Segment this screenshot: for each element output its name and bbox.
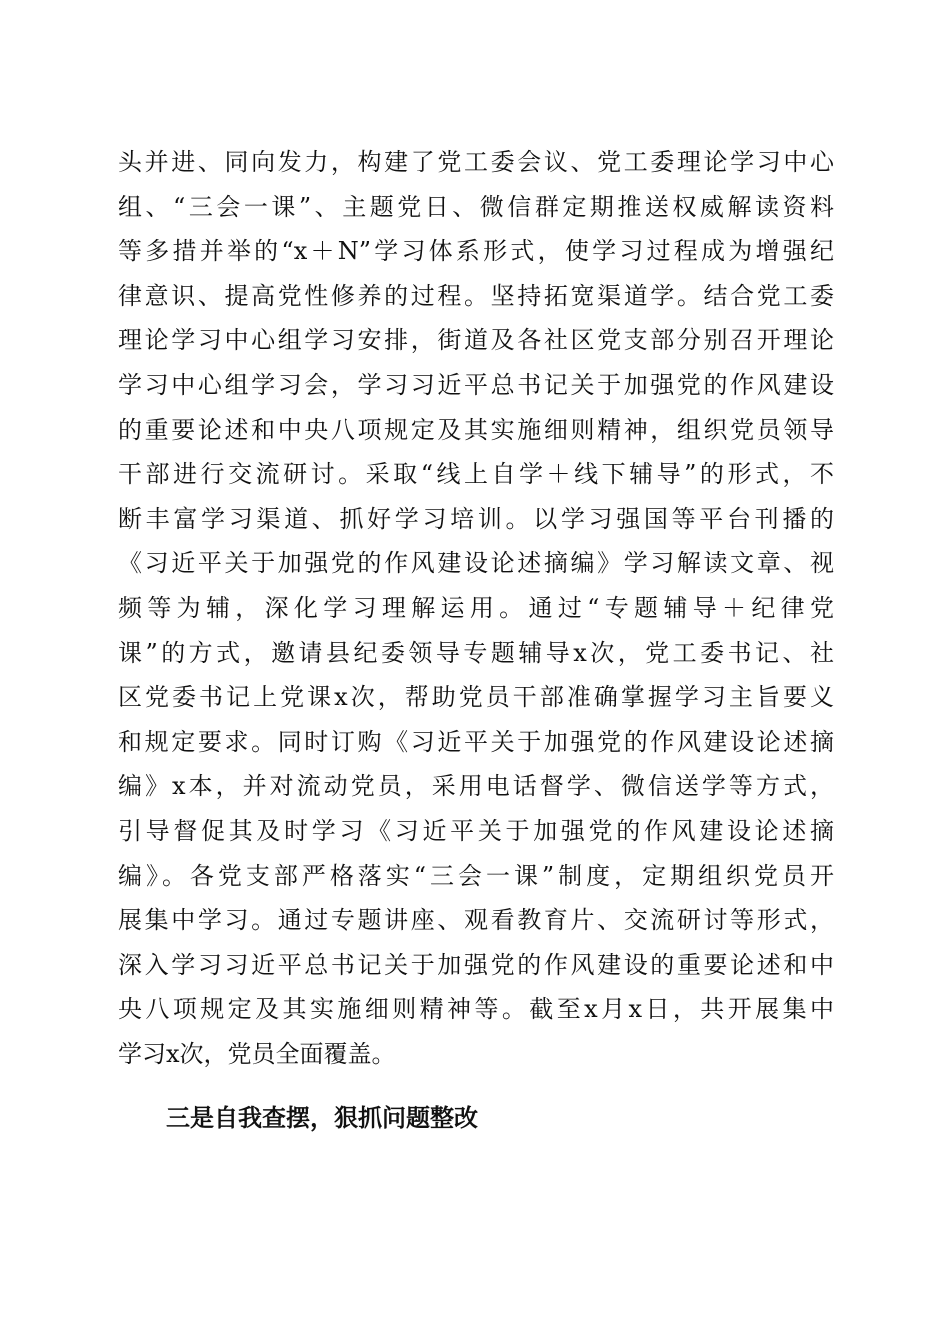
body-paragraph (118, 140, 834, 1076)
paragraph-line: 学习x次，党员全面覆盖。 (118, 1039, 396, 1068)
paragraph-line: 深入学习习近平总书记关于加强党的作风建设的重要论述和中 (118, 950, 834, 979)
paragraph-line: 头并进、同向发力，构建了党工委会议、党工委理论学习中心 (118, 148, 834, 176)
paragraph-line: 的重要论述和中央八项规定及其实施细则精神，组织党员领导 (118, 415, 834, 444)
paragraph-line: 干部进行交流研讨。采取“线上自学＋线下辅导”的形式，不 (118, 460, 834, 489)
paragraph-line: 和规定要求。同时订购《习近平关于加强党的作风建设论述摘 (118, 727, 834, 756)
paragraph-line: 展集中学习。通过专题讲座、观看教育片、交流研讨等形式， (118, 906, 834, 935)
paragraph-line: 断丰富学习渠道、抓好学习培训。以学习强国等平台刊播的 (118, 504, 834, 533)
paragraph-line: 编》x本，并对流动党员，采用电话督学、微信送学等方式， (118, 772, 834, 801)
paragraph-line: 编》。各党支部严格落实“三会一课”制度，定期组织党员开 (118, 861, 834, 890)
paragraph-line: 引导督促其及时学习《习近平关于加强党的作风建设论述摘 (118, 816, 834, 845)
paragraph-line: 课”的方式，邀请县纪委领导专题辅导x次，党工委书记、社 (118, 638, 834, 667)
section-heading: 三是自我查摆，狠抓问题整改 (166, 1103, 478, 1132)
paragraph-line: 理论学习中心组学习安排，街道及各社区党支部分别召开理论 (118, 326, 834, 355)
paragraph-line: 律意识、提高党性修养的过程。坚持拓宽渠道学。结合党工委 (118, 281, 834, 310)
paragraph-line: 组、“三会一课”、主题党日、微信群定期推送权威解读资料 (118, 192, 834, 221)
paragraph-line: 学习中心组学习会，学习习近平总书记关于加强党的作风建设 (118, 370, 834, 399)
paragraph-line: 等多措并举的“x＋N”学习体系形式，使学习过程成为增强纪 (118, 237, 834, 266)
paragraph-line: 区党委书记上党课x次，帮助党员干部准确掌握学习主旨要义 (118, 683, 834, 712)
paragraph-line: 频等为辅，深化学习理解运用。通过“专题辅导＋纪律党 (118, 593, 834, 622)
paragraph-line: 《习近平关于加强党的作风建设论述摘编》学习解读文章、视 (118, 549, 834, 578)
paragraph-line: 央八项规定及其实施细则精神等。截至x月x日，共开展集中 (118, 995, 834, 1024)
